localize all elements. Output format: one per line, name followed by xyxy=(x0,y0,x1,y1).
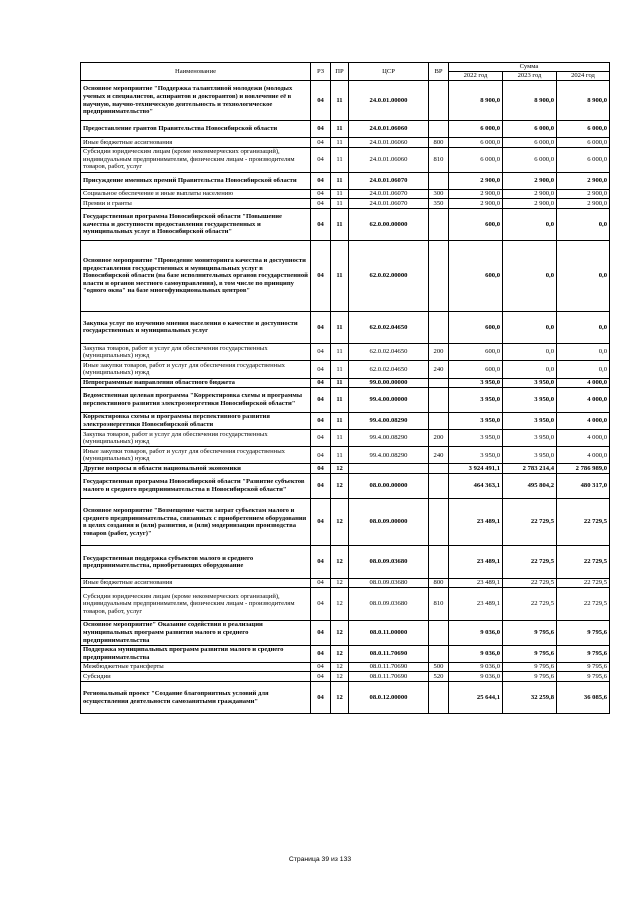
row-vr-cell xyxy=(429,474,449,499)
table-row xyxy=(81,208,610,240)
row-pr-cell: 12 xyxy=(331,588,349,620)
row-sum-2022-cell: 9 036,0 xyxy=(449,672,503,682)
row-name-cell: Закупка услуг по изучению мнения населения о качестве и доступности государственных и муниципальных услуг xyxy=(81,311,311,343)
row-csr-cell: 08.0.00.00000 xyxy=(349,474,429,499)
row-sum-2024-cell: 6 000,0 xyxy=(557,138,610,148)
row-pr-cell: 12 xyxy=(331,546,349,578)
table-row xyxy=(81,464,610,474)
table-body xyxy=(81,81,610,714)
row-sum-2022-cell: 3 950,0 xyxy=(449,388,503,413)
header-rz: РЗ xyxy=(311,63,331,81)
row-sum-2024-cell: 22 729,5 xyxy=(557,588,610,620)
row-sum-2022-cell: 600,0 xyxy=(449,208,503,240)
table-row xyxy=(81,361,610,378)
row-csr-cell: 24.0.01.00000 xyxy=(349,81,429,121)
row-csr-cell: 24.0.01.06070 xyxy=(349,189,429,199)
row-csr-cell: 08.0.09.03680 xyxy=(349,578,429,588)
row-sum-2022-cell: 23 489,1 xyxy=(449,546,503,578)
row-vr-cell: 200 xyxy=(429,430,449,447)
row-sum-2022-cell: 23 489,1 xyxy=(449,588,503,620)
table-row xyxy=(81,546,610,578)
row-rz-cell: 04 xyxy=(311,430,331,447)
row-sum-2023-cell: 3 950,0 xyxy=(503,447,557,464)
row-csr-cell: 24.0.01.06070 xyxy=(349,199,429,209)
row-sum-2024-cell: 2 900,0 xyxy=(557,189,610,199)
row-pr-cell: 11 xyxy=(331,121,349,138)
row-pr-cell: 11 xyxy=(331,378,349,388)
row-sum-2024-cell: 4 000,0 xyxy=(557,378,610,388)
row-sum-2022-cell: 23 489,1 xyxy=(449,498,503,546)
row-vr-cell: 240 xyxy=(429,447,449,464)
row-name-cell: Закупка товаров, работ и услуг для обеспечения государственных (муниципальных) нужд xyxy=(81,430,311,447)
row-pr-cell: 12 xyxy=(331,645,349,662)
row-rz-cell: 04 xyxy=(311,645,331,662)
row-vr-cell: 350 xyxy=(429,199,449,209)
row-name-cell: Государственная программа Новосибирской области "Развитие субъектов малого и среднего предпринимательства в Новосибирской области" xyxy=(81,474,311,499)
table-row xyxy=(81,81,610,121)
row-sum-2024-cell: 0,0 xyxy=(557,241,610,311)
row-sum-2023-cell: 0,0 xyxy=(503,241,557,311)
row-name-cell: Другие вопросы в области национальной экономики xyxy=(81,464,311,474)
budget-table xyxy=(80,62,610,714)
row-sum-2023-cell: 6 000,0 xyxy=(503,147,557,172)
row-pr-cell: 11 xyxy=(331,172,349,189)
row-vr-cell: 200 xyxy=(429,344,449,361)
row-name-cell: Субсидии юридическим лицам (кроме некоммерческих организаций), индивидуальным предпринимателям, физическим лицам - производителям товаров, работ, услуг xyxy=(81,588,311,620)
table-row xyxy=(81,447,610,464)
row-sum-2022-cell: 9 036,0 xyxy=(449,662,503,672)
row-name-cell: Межбюджетные трансферты xyxy=(81,662,311,672)
table-row xyxy=(81,430,610,447)
row-rz-cell: 04 xyxy=(311,447,331,464)
row-sum-2023-cell: 22 729,5 xyxy=(503,588,557,620)
row-sum-2024-cell: 4 000,0 xyxy=(557,430,610,447)
row-rz-cell: 04 xyxy=(311,464,331,474)
row-sum-2023-cell: 3 950,0 xyxy=(503,388,557,413)
row-sum-2024-cell: 2 900,0 xyxy=(557,199,610,209)
row-sum-2022-cell: 3 950,0 xyxy=(449,412,503,429)
row-vr-cell xyxy=(429,121,449,138)
row-pr-cell: 11 xyxy=(331,147,349,172)
row-vr-cell xyxy=(429,241,449,311)
row-name-cell: Непрограммные направления областного бюджета xyxy=(81,378,311,388)
row-sum-2022-cell: 9 036,0 xyxy=(449,620,503,645)
row-name-cell: Премии и гранты xyxy=(81,199,311,209)
table-row xyxy=(81,672,610,682)
row-sum-2024-cell: 0,0 xyxy=(557,311,610,343)
table-row xyxy=(81,681,610,713)
table-row xyxy=(81,662,610,672)
row-rz-cell: 04 xyxy=(311,147,331,172)
row-pr-cell: 11 xyxy=(331,412,349,429)
row-rz-cell: 04 xyxy=(311,662,331,672)
row-vr-cell xyxy=(429,412,449,429)
row-name-cell: Поддержка муниципальных программ развития малого и среднего предпринимательства xyxy=(81,645,311,662)
row-csr-cell: 08.0.09.00000 xyxy=(349,498,429,546)
row-sum-2022-cell: 3 924 491,1 xyxy=(449,464,503,474)
table-row xyxy=(81,588,610,620)
row-sum-2023-cell: 495 804,2 xyxy=(503,474,557,499)
row-sum-2022-cell: 600,0 xyxy=(449,241,503,311)
table-row xyxy=(81,138,610,148)
row-name-cell: Иные бюджетные ассигнования xyxy=(81,138,311,148)
row-vr-cell xyxy=(429,388,449,413)
row-sum-2024-cell: 2 900,0 xyxy=(557,172,610,189)
row-sum-2023-cell: 0,0 xyxy=(503,344,557,361)
row-rz-cell: 04 xyxy=(311,241,331,311)
row-sum-2022-cell: 600,0 xyxy=(449,361,503,378)
row-name-cell: Социальное обеспечение и иные выплаты населению xyxy=(81,189,311,199)
row-sum-2023-cell: 9 795,6 xyxy=(503,645,557,662)
row-csr-cell: 08.0.11.70690 xyxy=(349,672,429,682)
row-rz-cell: 04 xyxy=(311,546,331,578)
row-csr-cell: 24.0.01.06060 xyxy=(349,121,429,138)
row-vr-cell xyxy=(429,81,449,121)
row-rz-cell: 04 xyxy=(311,344,331,361)
row-pr-cell: 12 xyxy=(331,578,349,588)
table-row xyxy=(81,498,610,546)
row-sum-2024-cell: 8 900,0 xyxy=(557,81,610,121)
row-pr-cell: 11 xyxy=(331,388,349,413)
row-vr-cell: 810 xyxy=(429,147,449,172)
row-rz-cell: 04 xyxy=(311,199,331,209)
row-rz-cell: 04 xyxy=(311,412,331,429)
row-sum-2024-cell: 9 795,6 xyxy=(557,662,610,672)
table-row xyxy=(81,147,610,172)
row-name-cell: Иные закупки товаров, работ и услуг для обеспечения государственных (муниципальных) нужд xyxy=(81,447,311,464)
row-name-cell: Основное мероприятие "Возмещение части затрат субъектам малого и среднего предпринимательства, связанных с приобретением оборудования в целях создания и (или) развития, и (или) модернизации производства товаров (работ, услуг)" xyxy=(81,498,311,546)
row-pr-cell: 12 xyxy=(331,620,349,645)
header-vr: ВР xyxy=(429,63,449,81)
row-pr-cell: 11 xyxy=(331,447,349,464)
row-name-cell: Субсидии юридическим лицам (кроме некоммерческих организаций), индивидуальным предпринимателям, физическим лицам - производителям товаров, работ, услуг xyxy=(81,147,311,172)
row-pr-cell: 12 xyxy=(331,681,349,713)
row-sum-2023-cell: 2 900,0 xyxy=(503,189,557,199)
row-sum-2023-cell: 3 950,0 xyxy=(503,378,557,388)
header-year-2024: 2024 год xyxy=(557,72,610,81)
row-sum-2024-cell: 4 000,0 xyxy=(557,447,610,464)
row-rz-cell: 04 xyxy=(311,672,331,682)
row-pr-cell: 12 xyxy=(331,474,349,499)
row-vr-cell: 810 xyxy=(429,588,449,620)
row-sum-2023-cell: 2 900,0 xyxy=(503,172,557,189)
row-csr-cell: 08.0.09.03680 xyxy=(349,588,429,620)
header-csr: ЦСР xyxy=(349,63,429,81)
table-row xyxy=(81,412,610,429)
row-csr-cell xyxy=(349,464,429,474)
row-rz-cell: 04 xyxy=(311,138,331,148)
row-name-cell: Субсидии xyxy=(81,672,311,682)
row-sum-2023-cell: 9 795,6 xyxy=(503,620,557,645)
row-sum-2022-cell: 3 950,0 xyxy=(449,447,503,464)
row-vr-cell xyxy=(429,464,449,474)
row-pr-cell: 11 xyxy=(331,311,349,343)
row-sum-2023-cell: 6 000,0 xyxy=(503,138,557,148)
table-row xyxy=(81,121,610,138)
row-sum-2023-cell: 3 950,0 xyxy=(503,430,557,447)
row-csr-cell: 08.0.11.00000 xyxy=(349,620,429,645)
row-sum-2024-cell: 9 795,6 xyxy=(557,672,610,682)
row-csr-cell: 99.4.00.08290 xyxy=(349,430,429,447)
table-row xyxy=(81,388,610,413)
header-pr: ПР xyxy=(331,63,349,81)
row-csr-cell: 62.0.02.04650 xyxy=(349,344,429,361)
row-sum-2024-cell: 6 000,0 xyxy=(557,147,610,172)
row-sum-2024-cell: 0,0 xyxy=(557,361,610,378)
row-name-cell: Закупка товаров, работ и услуг для обеспечения государственных (муниципальных) нужд xyxy=(81,344,311,361)
row-csr-cell: 62.0.02.04650 xyxy=(349,361,429,378)
row-rz-cell: 04 xyxy=(311,378,331,388)
row-sum-2024-cell: 22 729,5 xyxy=(557,546,610,578)
row-pr-cell: 11 xyxy=(331,241,349,311)
table-row xyxy=(81,344,610,361)
row-sum-2023-cell: 32 259,8 xyxy=(503,681,557,713)
table-row xyxy=(81,645,610,662)
row-csr-cell: 62.0.00.00000 xyxy=(349,208,429,240)
header-name: Наименование xyxy=(81,63,311,81)
table-row xyxy=(81,172,610,189)
row-vr-cell xyxy=(429,311,449,343)
row-vr-cell: 300 xyxy=(429,189,449,199)
row-sum-2023-cell: 3 950,0 xyxy=(503,412,557,429)
row-sum-2023-cell: 8 900,0 xyxy=(503,81,557,121)
row-csr-cell: 62.0.02.04650 xyxy=(349,311,429,343)
row-vr-cell: 800 xyxy=(429,138,449,148)
row-sum-2022-cell: 3 950,0 xyxy=(449,378,503,388)
row-sum-2022-cell: 600,0 xyxy=(449,344,503,361)
row-csr-cell: 08.0.12.00000 xyxy=(349,681,429,713)
row-rz-cell: 04 xyxy=(311,208,331,240)
row-rz-cell: 04 xyxy=(311,311,331,343)
row-rz-cell: 04 xyxy=(311,474,331,499)
row-sum-2024-cell: 22 729,5 xyxy=(557,498,610,546)
row-csr-cell: 99.4.00.00000 xyxy=(349,388,429,413)
row-sum-2024-cell: 0,0 xyxy=(557,208,610,240)
row-sum-2023-cell: 0,0 xyxy=(503,361,557,378)
row-csr-cell: 08.0.11.70690 xyxy=(349,662,429,672)
row-rz-cell: 04 xyxy=(311,681,331,713)
row-sum-2022-cell: 6 000,0 xyxy=(449,147,503,172)
row-name-cell: Государственная программа Новосибирской области "Повышение качества и доступности предоставления государственных и муниципальных услуг в Новосибирской области" xyxy=(81,208,311,240)
table-row xyxy=(81,474,610,499)
table-row xyxy=(81,578,610,588)
row-name-cell: Присуждение именных премий Правительства Новосибирской области xyxy=(81,172,311,189)
row-vr-cell xyxy=(429,208,449,240)
row-sum-2024-cell: 4 000,0 xyxy=(557,388,610,413)
row-rz-cell: 04 xyxy=(311,121,331,138)
row-rz-cell: 04 xyxy=(311,578,331,588)
row-sum-2023-cell: 2 900,0 xyxy=(503,199,557,209)
row-sum-2022-cell: 25 644,1 xyxy=(449,681,503,713)
row-csr-cell: 24.0.01.06070 xyxy=(349,172,429,189)
row-csr-cell: 08.0.11.70690 xyxy=(349,645,429,662)
table-header-row xyxy=(81,63,610,72)
row-sum-2023-cell: 6 000,0 xyxy=(503,121,557,138)
row-name-cell: Основное мероприятие" Оказание содействия в реализации муниципальных программ развития малого и среднего предпринимательства xyxy=(81,620,311,645)
row-sum-2022-cell: 6 000,0 xyxy=(449,138,503,148)
row-csr-cell: 99.4.00.08290 xyxy=(349,412,429,429)
row-vr-cell: 520 xyxy=(429,672,449,682)
table-row xyxy=(81,378,610,388)
row-sum-2024-cell: 6 000,0 xyxy=(557,121,610,138)
row-vr-cell xyxy=(429,378,449,388)
row-vr-cell xyxy=(429,620,449,645)
header-year-2022: 2022 год xyxy=(449,72,503,81)
row-sum-2022-cell: 600,0 xyxy=(449,311,503,343)
row-pr-cell: 12 xyxy=(331,662,349,672)
header-year-2023: 2023 год xyxy=(503,72,557,81)
row-sum-2024-cell: 4 000,0 xyxy=(557,412,610,429)
row-name-cell: Иные закупки товаров, работ и услуг для обеспечения государственных (муниципальных) нужд xyxy=(81,361,311,378)
row-rz-cell: 04 xyxy=(311,361,331,378)
row-sum-2023-cell: 9 795,6 xyxy=(503,662,557,672)
table-row xyxy=(81,199,610,209)
row-sum-2022-cell: 23 489,1 xyxy=(449,578,503,588)
row-pr-cell: 11 xyxy=(331,361,349,378)
row-sum-2023-cell: 2 783 214,4 xyxy=(503,464,557,474)
row-name-cell: Государственная поддержка субъектов малого и среднего предпринимательства, приобретающих оборудование xyxy=(81,546,311,578)
row-pr-cell: 11 xyxy=(331,189,349,199)
row-rz-cell: 04 xyxy=(311,81,331,121)
row-rz-cell: 04 xyxy=(311,172,331,189)
row-pr-cell: 11 xyxy=(331,208,349,240)
row-sum-2022-cell: 3 950,0 xyxy=(449,430,503,447)
row-sum-2024-cell: 22 729,5 xyxy=(557,578,610,588)
page-footer: Страница 39 из 133 xyxy=(288,856,352,863)
row-sum-2024-cell: 9 795,6 xyxy=(557,620,610,645)
row-sum-2024-cell: 0,0 xyxy=(557,344,610,361)
row-csr-cell: 08.0.09.03680 xyxy=(349,546,429,578)
row-name-cell: Иные бюджетные ассигнования xyxy=(81,578,311,588)
table-row xyxy=(81,620,610,645)
header-sum: Сумма xyxy=(449,63,610,72)
row-csr-cell: 24.0.01.06060 xyxy=(349,147,429,172)
row-pr-cell: 11 xyxy=(331,430,349,447)
row-sum-2023-cell: 22 729,5 xyxy=(503,498,557,546)
row-sum-2022-cell: 464 363,1 xyxy=(449,474,503,499)
row-vr-cell xyxy=(429,498,449,546)
row-name-cell: Основное мероприятие "Поддержка талантливой молодежи (молодых ученых и специалистов, аспирантов и докторантов) и вовлечение её в научную, научно-техническую деятельность и технологическое предпринимательство" xyxy=(81,81,311,121)
row-vr-cell: 500 xyxy=(429,662,449,672)
row-sum-2022-cell: 6 000,0 xyxy=(449,121,503,138)
row-rz-cell: 04 xyxy=(311,588,331,620)
row-csr-cell: 24.0.01.06060 xyxy=(349,138,429,148)
row-sum-2023-cell: 0,0 xyxy=(503,311,557,343)
row-name-cell: Предоставление грантов Правительства Новосибирской области xyxy=(81,121,311,138)
row-pr-cell: 11 xyxy=(331,81,349,121)
row-pr-cell: 11 xyxy=(331,199,349,209)
row-sum-2023-cell: 22 729,5 xyxy=(503,578,557,588)
row-vr-cell xyxy=(429,645,449,662)
row-pr-cell: 12 xyxy=(331,498,349,546)
row-vr-cell xyxy=(429,546,449,578)
row-pr-cell: 12 xyxy=(331,464,349,474)
row-sum-2023-cell: 22 729,5 xyxy=(503,546,557,578)
row-sum-2024-cell: 2 786 989,0 xyxy=(557,464,610,474)
row-sum-2024-cell: 9 795,6 xyxy=(557,645,610,662)
row-sum-2024-cell: 480 317,0 xyxy=(557,474,610,499)
table-row xyxy=(81,241,610,311)
table-row xyxy=(81,189,610,199)
row-rz-cell: 04 xyxy=(311,388,331,413)
row-pr-cell: 11 xyxy=(331,138,349,148)
row-pr-cell: 11 xyxy=(331,344,349,361)
row-sum-2022-cell: 8 900,0 xyxy=(449,81,503,121)
row-sum-2022-cell: 2 900,0 xyxy=(449,189,503,199)
row-sum-2022-cell: 9 036,0 xyxy=(449,645,503,662)
row-csr-cell: 62.0.02.00000 xyxy=(349,241,429,311)
row-csr-cell: 99.4.00.08290 xyxy=(349,447,429,464)
table-row xyxy=(81,311,610,343)
row-rz-cell: 04 xyxy=(311,189,331,199)
row-name-cell: Основное мероприятие "Проведение мониторинга качества и доступности предоставления государственных и муниципальных услуг в Новосибирской области (на базе исполнительных органов государственной власти и органов местного самоуправления), в том числе по принципу "одного окна" на базе многофункциональных центров" xyxy=(81,241,311,311)
row-sum-2022-cell: 2 900,0 xyxy=(449,172,503,189)
row-sum-2023-cell: 0,0 xyxy=(503,208,557,240)
row-pr-cell: 12 xyxy=(331,672,349,682)
row-csr-cell: 99.0.00.00000 xyxy=(349,378,429,388)
row-vr-cell: 800 xyxy=(429,578,449,588)
row-sum-2024-cell: 36 085,6 xyxy=(557,681,610,713)
row-sum-2023-cell: 9 795,6 xyxy=(503,672,557,682)
row-rz-cell: 04 xyxy=(311,620,331,645)
row-sum-2022-cell: 2 900,0 xyxy=(449,199,503,209)
row-vr-cell: 240 xyxy=(429,361,449,378)
row-vr-cell xyxy=(429,681,449,713)
row-vr-cell xyxy=(429,172,449,189)
row-name-cell: Ведомственная целевая программа "Корректировка схемы и программы перспективного развития электроэнергетики Новосибирской области" xyxy=(81,388,311,413)
row-rz-cell: 04 xyxy=(311,498,331,546)
row-name-cell: Корректировка схемы и программы перспективного развития электроэнергетики Новосибирской области xyxy=(81,412,311,429)
row-name-cell: Региональный проект "Создание благоприятных условий для осуществления деятельности самозанятыми гражданами" xyxy=(81,681,311,713)
